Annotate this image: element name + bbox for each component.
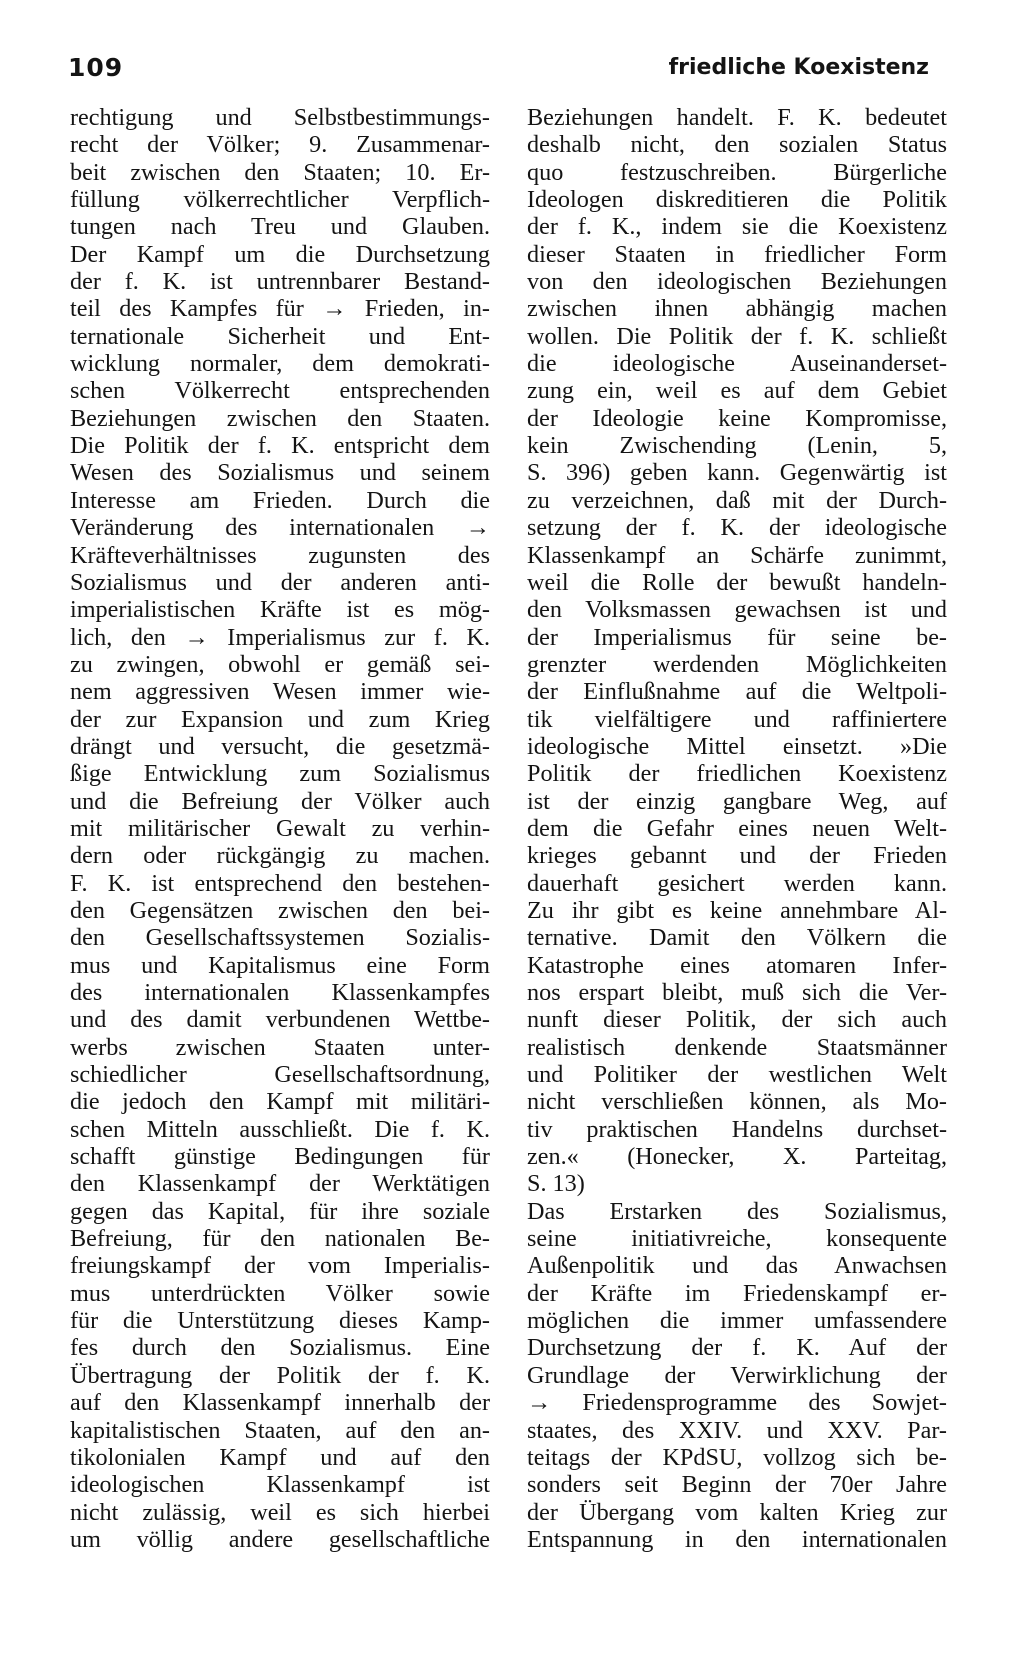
text-line: Entspannung in den internationalen [527, 1525, 947, 1553]
text-line: die ideologische Auseinanderset- [527, 350, 947, 378]
text-line: schiedlicher Gesellschaftsordnung, [70, 1061, 490, 1089]
text-line: dauerhaft gesichert werden kann. [527, 869, 947, 897]
text-line: und die Befreiung der Völker auch [70, 787, 490, 815]
text-line: Kräfteverhältnisses zugunsten des [70, 541, 490, 569]
text-line: Veränderung des internationalen → [70, 514, 490, 542]
text-line: Übertragung der Politik der f. K. [70, 1361, 490, 1389]
text-line: nunft dieser Politik, der sich auch [527, 1006, 947, 1034]
text-line: möglichen die immer umfassendere [527, 1307, 947, 1335]
text-line: dieser Staaten in friedlicher Form [527, 240, 947, 268]
text-line: Das Erstarken des Sozialismus, [527, 1197, 947, 1225]
text-line: ideologischen Klassenkampf ist [70, 1471, 490, 1499]
text-line: der f. K. ist untrennbarer Bestand- [70, 268, 490, 296]
text-line: ternationale Sicherheit und Ent- [70, 322, 490, 350]
text-line: Grundlage der Verwirklichung der [527, 1361, 947, 1389]
text-line: Katastrophe eines atomaren Infer- [527, 951, 947, 979]
text-line: Beziehungen zwischen den Staaten. [70, 404, 490, 432]
text-line: ternative. Damit den Völkern die [527, 924, 947, 952]
text-line: nos erspart bleibt, muß sich die Ver- [527, 979, 947, 1006]
text-line: auf den Klassenkampf innerhalb der [70, 1389, 490, 1417]
text-line: zu verzeichnen, daß mit der Durch- [527, 486, 947, 514]
text-line: um völlig andere gesellschaftliche [70, 1525, 490, 1553]
text-line: recht der Völker; 9. Zusammenar- [70, 131, 490, 159]
text-line: grenzter werdenden Möglichkeiten [527, 650, 947, 678]
text-line: lich, den → Imperialismus zur f. K. [70, 623, 490, 651]
text-line: den Gegensätzen zwischen den bei- [70, 896, 490, 924]
text-line: werbs zwischen Staaten unter- [70, 1033, 490, 1061]
text-line: die jedoch den Kampf mit militäri- [70, 1088, 490, 1116]
text-line: von den ideologischen Beziehungen [527, 268, 947, 296]
text-line: und des damit verbundenen Wettbe- [70, 1006, 490, 1034]
text-line: den Gesellschaftssystemen Sozialis- [70, 924, 490, 952]
text-line: → Friedensprogramme des Sowjet- [527, 1389, 947, 1417]
text-line: mus unterdrückten Völker sowie [70, 1279, 490, 1307]
text-line: staates, des XXIV. und XXV. Par- [527, 1416, 947, 1444]
text-line: tungen nach Treu und Glauben. [70, 213, 490, 241]
text-line: zwischen ihnen abhängig machen [527, 295, 947, 323]
running-head: friedliche Koexistenz [668, 55, 929, 80]
text-line: ideologische Mittel einsetzt. »Die [527, 732, 947, 760]
text-line: kapitalistischen Staaten, auf den an- [70, 1416, 490, 1444]
text-line: mit militärischer Gewalt zu verhin- [70, 814, 490, 842]
text-line: mus und Kapitalismus eine Form [70, 951, 490, 979]
text-line: ßige Entwicklung zum Sozialismus [70, 760, 490, 788]
text-line: der Kräfte im Friedenskampf er- [527, 1279, 947, 1307]
text-line: teitags der KPdSU, vollzog sich be- [527, 1443, 947, 1471]
text-line: dem die Gefahr eines neuen Welt- [527, 814, 947, 842]
text-line: der Imperialismus für seine be- [527, 623, 947, 651]
text-line: Zu ihr gibt es keine annehmbare Al- [527, 896, 947, 924]
text-line: kein Zwischending (Lenin, 5, [527, 432, 947, 460]
text-line: seine initiativreiche, konsequente [527, 1225, 947, 1253]
text-line: beit zwischen den Staaten; 10. Er- [70, 158, 490, 186]
text-line: tiv praktischen Handelns durchset- [527, 1115, 947, 1143]
text-column-left [70, 104, 490, 1553]
text-line: Wesen des Sozialismus und seinem [70, 459, 490, 487]
text-line: und Politiker der westlichen Welt [527, 1061, 947, 1089]
text-line: wicklung normaler, dem demokrati- [70, 350, 490, 378]
text-line: realistisch denkende Staatsmänner [527, 1033, 947, 1061]
text-line: Außenpolitik und das Anwachsen [527, 1252, 947, 1280]
text-line: dern oder rückgängig zu machen. [70, 842, 490, 870]
text-line: S. 396) geben kann. Gegenwärtig ist [527, 459, 947, 487]
text-line: der Ideologie keine Kompromisse, [527, 404, 947, 432]
text-line: weil die Rolle der bewußt handeln- [527, 568, 947, 596]
text-line: ist der einzig gangbare Weg, auf [527, 787, 947, 815]
text-line: Durchsetzung der f. K. Auf der [527, 1334, 947, 1362]
text-line: Politik der friedlichen Koexistenz [527, 760, 947, 788]
text-line: schen Mitteln ausschließt. Die f. K. [70, 1115, 490, 1143]
text-line: setzung der f. K. der ideologische [527, 514, 947, 542]
text-line: deshalb nicht, den sozialen Status [527, 131, 947, 159]
text-line: fes durch den Sozialismus. Eine [70, 1334, 490, 1362]
text-line: der Übergang vom kalten Krieg zur [527, 1498, 947, 1526]
text-line: gegen das Kapital, für ihre soziale [70, 1197, 490, 1225]
text-line: schen Völkerrecht entsprechenden [70, 377, 490, 405]
text-line: nem aggressiven Wesen immer wie- [70, 678, 490, 706]
text-line: Die Politik der f. K. entspricht dem [70, 432, 490, 460]
text-line: Beziehungen handelt. F. K. bedeutet [527, 104, 947, 131]
text-line: wollen. Die Politik der f. K. schließt [527, 322, 947, 350]
text-line: des internationalen Klassenkampfes [70, 979, 490, 1006]
text-line: nicht verschließen können, als Mo- [527, 1088, 947, 1116]
text-line: der f. K., indem sie die Koexistenz [527, 213, 947, 241]
text-line: tikolonialen Kampf und auf den [70, 1443, 490, 1471]
text-line: imperialistischen Kräfte ist es mög- [70, 596, 490, 624]
text-line: sonders seit Beginn der 70er Jahre [527, 1471, 947, 1499]
text-line: teil des Kampfes für → Frieden, in- [70, 295, 490, 323]
text-line: zen.« (Honecker, X. Parteitag, [527, 1143, 947, 1171]
text-line: Interesse am Frieden. Durch die [70, 486, 490, 514]
text-line: füllung völkerrechtlicher Verpflich- [70, 186, 490, 214]
text-line: F. K. ist entsprechend den bestehen- [70, 869, 490, 897]
page-number: 109 [68, 53, 124, 82]
text-line: der Einflußnahme auf die Weltpoli- [527, 678, 947, 706]
text-line: Ideologen diskreditieren die Politik [527, 186, 947, 214]
text-line: drängt und versucht, die gesetzmä- [70, 732, 490, 760]
text-line: zung ein, weil es auf dem Gebiet [527, 377, 947, 405]
text-line: Klassenkampf an Schärfe zunimmt, [527, 541, 947, 569]
text-line: Befreiung, für den nationalen Be- [70, 1225, 490, 1253]
text-line: quo festzuschreiben. Bürgerliche [527, 158, 947, 186]
text-line: den Volksmassen gewachsen ist und [527, 596, 947, 624]
text-line: tik vielfältigere und raffiniertere [527, 705, 947, 733]
text-line: rechtigung und Selbstbestimmungs- [70, 104, 490, 131]
text-column-right [527, 104, 947, 1553]
text-line: freiungskampf der vom Imperialis- [70, 1252, 490, 1280]
text-line: der zur Expansion und zum Krieg [70, 705, 490, 733]
text-line: zu zwingen, obwohl er gemäß sei- [70, 650, 490, 678]
text-line: den Klassenkampf der Werktätigen [70, 1170, 490, 1198]
text-line: Sozialismus und der anderen anti- [70, 568, 490, 596]
text-line: krieges gebannt und der Frieden [527, 842, 947, 870]
text-line: schafft günstige Bedingungen für [70, 1143, 490, 1171]
text-line: Der Kampf um die Durchsetzung [70, 240, 490, 268]
text-line: nicht zulässig, weil es sich hierbei [70, 1498, 490, 1526]
text-line: für die Unterstützung dieses Kamp- [70, 1307, 490, 1335]
text-line: S. 13) [527, 1170, 585, 1198]
